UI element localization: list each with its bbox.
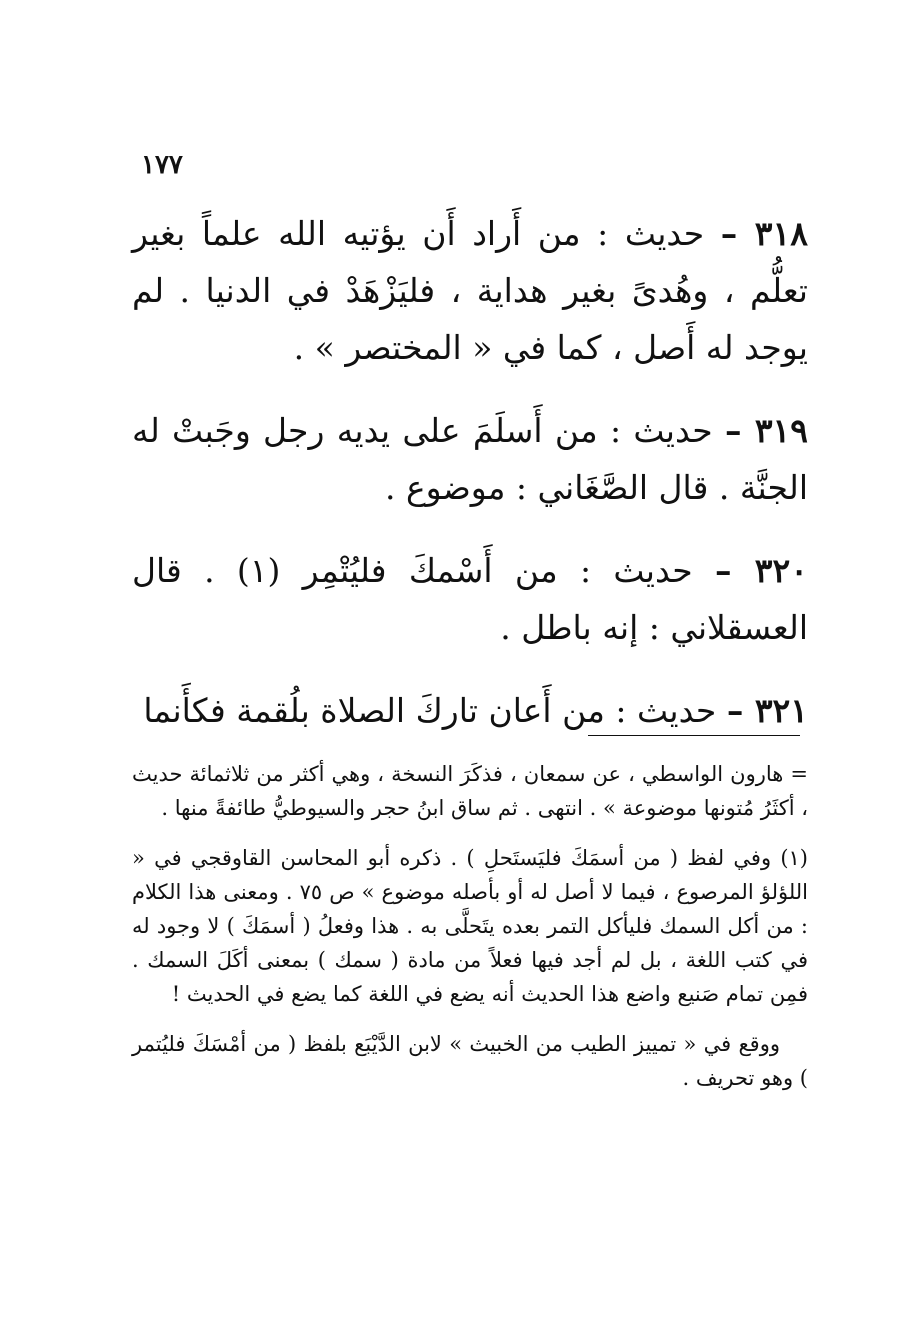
footnote-divider [588, 735, 800, 736]
footnotes [132, 757, 808, 1095]
footnote-continuation: = هارون الواسطي ، عن سمعان ، فذكَرَ النسخة ، وهي أكثر من ثلاثمائة حديث ، أكثَرُ مُتونها موضوعة » . انتهى . ثم ساق ابنُ حجر والسيوطيُّ طائفةً منها . [132, 762, 808, 820]
hadith-entry [132, 542, 808, 656]
hadith-text: حديث : من أَعان تاركَ الصلاة بلُقمة فكأَنما [143, 691, 717, 730]
hadith-text: حديث : من أَسلَمَ على يديه رجل وجَبتْ له الجنَّة . قال الصَّغَاني : موضوع . [132, 411, 808, 507]
footnote-1-addendum: ووقع في « تمييز الطيب من الخبيث » لابن الدَّيْبَع بلفظ ( من أمْسَكَ فليُتمر ) وهو تحريف . [132, 1032, 808, 1090]
hadith-entry [132, 682, 808, 739]
hadith-text: حديث : من أَسْمكَ فليُتْمِر (١) . قال العسقلاني : إنه باطل . [132, 551, 808, 647]
hadith-number: ٣٢١ – [726, 691, 808, 730]
hadith-text: حديث : من أَراد أَن يؤتيه الله علماً بغير تعلُّم ، وهُدىً بغير هداية ، فليَزْهَدْ في الدنيا . لم يوجد له أَصل ، كما في « المختصر » . [132, 214, 808, 367]
main-text [132, 205, 808, 739]
hadith-entry [132, 402, 808, 516]
hadith-entry [132, 205, 808, 376]
hadith-number: ٣٢٠ – [714, 551, 808, 590]
hadith-number: ٣١٨ – [720, 214, 808, 253]
footnote-1: (١) وفي لفظ ( من أسمَكَ فليَستَحلِ ) . ذكره أبو المحاسن القاوقجي في « اللؤلؤ المرصوع ، فيما لا أصل له أو بأصله موضوع » ص ٧٥ . ومعنى هذا الكلام : من أكل السمك فليأكل التمر بعده يتَحلَّى به . هذا وفعلُ ( أسمَكَ ) لا وجود له في كتب اللغة ، بل لم أجد فيها فعلاً من مادة ( سمك ) بمعنى أكَلَ السمك . فمِن تمام صَنيع واضع هذا الحديث أنه يضع في اللغة كما يضع في الحديث ! [132, 846, 809, 1006]
page-number: ١٧٧ [141, 150, 183, 180]
hadith-number: ٣١٩ – [725, 411, 808, 450]
